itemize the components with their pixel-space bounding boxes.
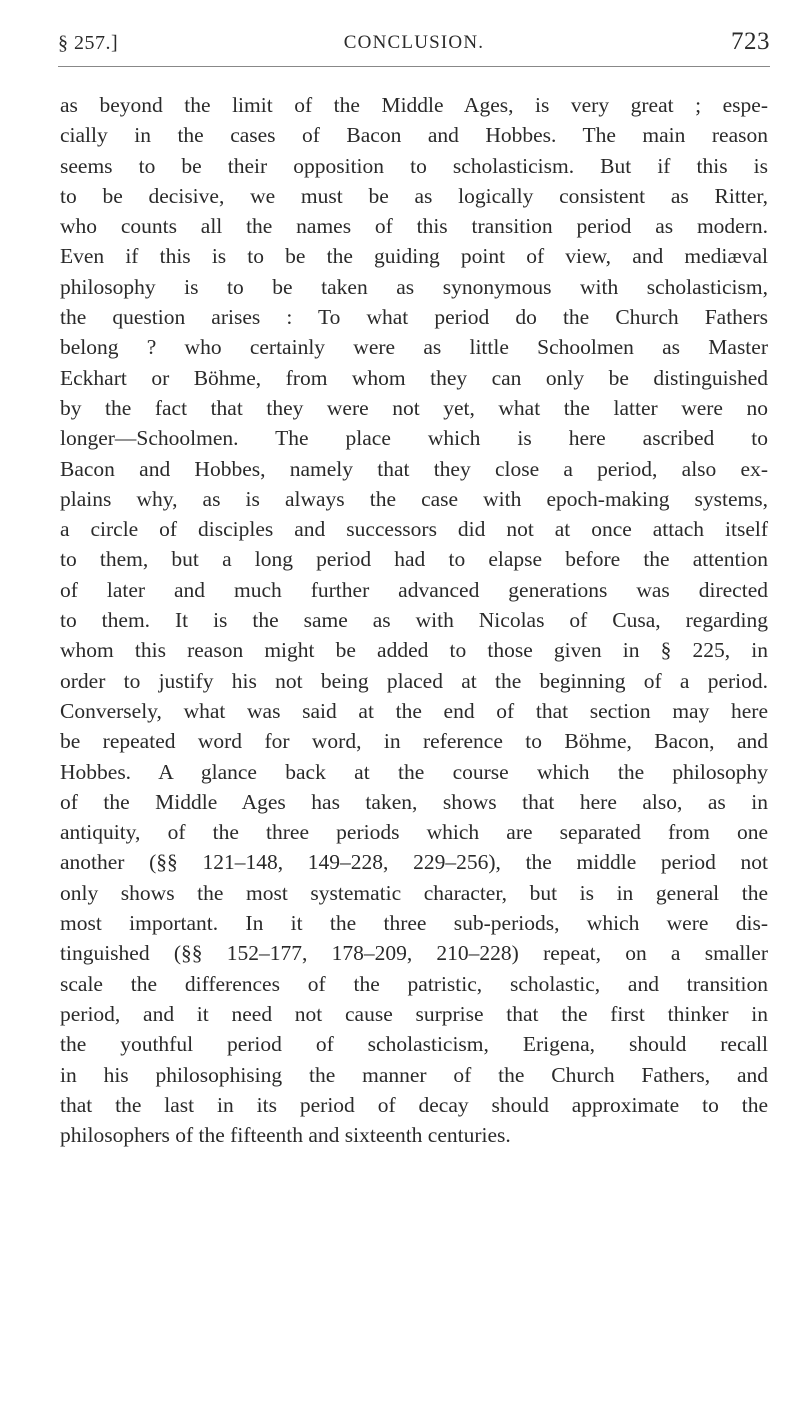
header-rule bbox=[58, 66, 770, 67]
text-line: scale the differences of the patristic, scholastic, and transition bbox=[60, 971, 768, 996]
text-line: to be decisive, we must be as logically consistent as Ritter, bbox=[60, 183, 768, 208]
text-line: whom this reason might be added to those given in § 225, in bbox=[60, 638, 768, 663]
text-line: of the Middle Ages has taken, shows that here also, as in bbox=[60, 789, 768, 814]
text-line: cially in the cases of Bacon and Hobbes. The main reason bbox=[60, 123, 768, 148]
text-line: most important. In it the three sub-periods, which were dis- bbox=[60, 911, 768, 936]
text-line: by the fact that they were not yet, what the latter were no bbox=[60, 395, 768, 420]
text-line: of later and much further advanced generations was directed bbox=[60, 577, 768, 602]
text-line: Bacon and Hobbes, namely that they close a period, also ex- bbox=[60, 456, 768, 481]
text-line: Even if this is to be the guiding point of view, and mediæval bbox=[60, 244, 768, 269]
text-line: tinguished (§§ 152–177, 178–209, 210–228) repeat, on a smaller bbox=[60, 941, 768, 966]
text-line: a circle of disciples and successors did not at once attach itself bbox=[60, 517, 768, 542]
text-line: period, and it need not cause surprise that the first thinker in bbox=[60, 1001, 768, 1026]
text-line: the question arises : To what period do the Church Fathers bbox=[60, 305, 768, 330]
body-paragraph bbox=[60, 90, 768, 1150]
text-line: Conversely, what was said at the end of that section may here bbox=[60, 698, 768, 723]
text-line: to them, but a long period had to elapse before the attention bbox=[60, 547, 768, 572]
text-line: order to justify his not being placed at the beginning of a period. bbox=[60, 668, 768, 693]
running-head bbox=[58, 26, 770, 60]
text-line: seems to be their opposition to scholasticism. But if this is bbox=[60, 153, 768, 178]
text-line-last: philosophers of the fifteenth and sixteenth centuries. bbox=[60, 1123, 511, 1148]
section-reference: § 257.] bbox=[58, 32, 119, 54]
text-line: who counts all the names of this transition period as modern. bbox=[60, 214, 768, 239]
text-line: the youthful period of scholasticism, Erigena, should recall bbox=[60, 1032, 768, 1057]
text-line: as beyond the limit of the Middle Ages, is very great ; espe- bbox=[60, 93, 768, 117]
text-line: plains why, as is always the case with epoch-making systems, bbox=[60, 486, 768, 511]
text-line: longer—Schoolmen. The place which is here ascribed to bbox=[60, 426, 768, 451]
text-line: antiquity, of the three periods which are separated from one bbox=[60, 820, 768, 845]
text-line: another (§§ 121–148, 149–228, 229–256), the middle period not bbox=[60, 850, 768, 875]
text-line: be repeated word for word, in reference to Böhme, Bacon, and bbox=[60, 729, 768, 754]
text-line: philosophy is to be taken as synonymous with scholasticism, bbox=[60, 274, 768, 299]
text-line: only shows the most systematic character, but is in general the bbox=[60, 880, 768, 905]
page-number: 723 bbox=[731, 28, 770, 55]
text-line: in his philosophising the manner of the Church Fathers, and bbox=[60, 1062, 768, 1087]
text-line: that the last in its period of decay should approximate to the bbox=[60, 1092, 768, 1117]
chapter-title: CONCLUSION. bbox=[343, 32, 485, 53]
text-line: Eckhart or Böhme, from whom they can only be distinguished bbox=[60, 365, 768, 390]
text-line: belong ? who certainly were as little Schoolmen as Master bbox=[60, 335, 768, 360]
text-line: Hobbes. A glance back at the course which the philosophy bbox=[60, 759, 768, 784]
text-line: to them. It is the same as with Nicolas of Cusa, regarding bbox=[60, 608, 768, 633]
